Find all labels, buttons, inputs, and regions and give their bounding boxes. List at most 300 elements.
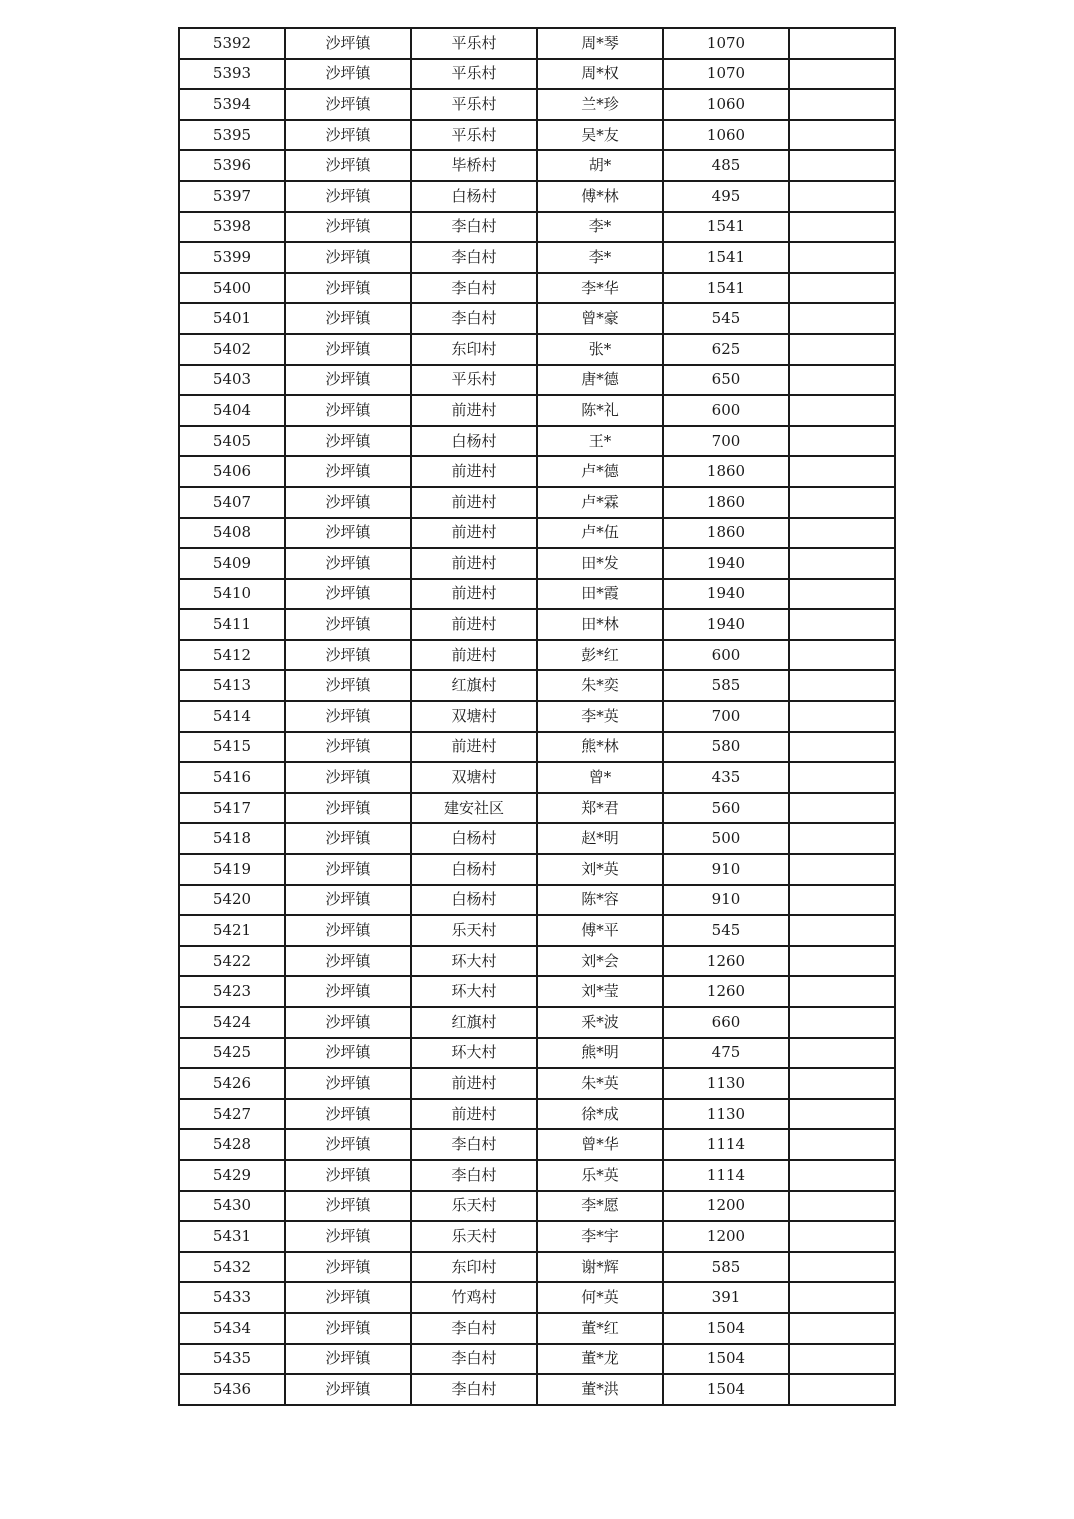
cell-name: 唐*德 (537, 365, 663, 396)
table-row (179, 242, 895, 273)
cell-amount: 580 (663, 732, 789, 763)
table-row (179, 456, 895, 487)
cell-town: 沙坪镇 (285, 426, 411, 457)
cell-town: 沙坪镇 (285, 1068, 411, 1099)
cell-name: 陈*容 (537, 885, 663, 916)
cell-serial-number: 5419 (179, 854, 285, 885)
cell-village: 李白村 (411, 273, 537, 304)
cell-town: 沙坪镇 (285, 885, 411, 916)
table-row (179, 640, 895, 671)
cell-name: 张* (537, 334, 663, 365)
cell-town: 沙坪镇 (285, 487, 411, 518)
table-row (179, 1313, 895, 1344)
cell-note (789, 915, 895, 946)
cell-name: 王* (537, 426, 663, 457)
cell-serial-number: 5400 (179, 273, 285, 304)
cell-name: 朱*奕 (537, 670, 663, 701)
cell-amount: 600 (663, 640, 789, 671)
cell-town: 沙坪镇 (285, 365, 411, 396)
cell-name: 兰*珍 (537, 89, 663, 120)
cell-town: 沙坪镇 (285, 395, 411, 426)
cell-amount: 1860 (663, 487, 789, 518)
cell-amount: 1200 (663, 1191, 789, 1222)
cell-town: 沙坪镇 (285, 670, 411, 701)
cell-town: 沙坪镇 (285, 915, 411, 946)
cell-village: 环大村 (411, 946, 537, 977)
table-row (179, 885, 895, 916)
cell-town: 沙坪镇 (285, 334, 411, 365)
cell-note (789, 976, 895, 1007)
cell-note (789, 456, 895, 487)
cell-amount: 1541 (663, 242, 789, 273)
cell-serial-number: 5423 (179, 976, 285, 1007)
table-row (179, 1160, 895, 1191)
cell-amount: 1060 (663, 120, 789, 151)
cell-town: 沙坪镇 (285, 823, 411, 854)
cell-name: 刘*会 (537, 946, 663, 977)
cell-name: 熊*明 (537, 1038, 663, 1069)
cell-serial-number: 5414 (179, 701, 285, 732)
table-row (179, 273, 895, 304)
cell-serial-number: 5422 (179, 946, 285, 977)
cell-name: 乐*英 (537, 1160, 663, 1191)
cell-village: 平乐村 (411, 28, 537, 59)
table-row (179, 732, 895, 763)
cell-town: 沙坪镇 (285, 1282, 411, 1313)
cell-amount: 1114 (663, 1129, 789, 1160)
cell-serial-number: 5406 (179, 456, 285, 487)
cell-serial-number: 5396 (179, 150, 285, 181)
cell-village: 前进村 (411, 1099, 537, 1130)
table-row (179, 89, 895, 120)
table-row (179, 395, 895, 426)
cell-name: 曾*华 (537, 1129, 663, 1160)
cell-serial-number: 5412 (179, 640, 285, 671)
cell-note (789, 1038, 895, 1069)
cell-village: 白杨村 (411, 181, 537, 212)
cell-serial-number: 5393 (179, 59, 285, 90)
cell-serial-number: 5411 (179, 609, 285, 640)
cell-serial-number: 5431 (179, 1221, 285, 1252)
cell-village: 平乐村 (411, 120, 537, 151)
cell-note (789, 212, 895, 243)
cell-village: 乐天村 (411, 1191, 537, 1222)
cell-amount: 545 (663, 303, 789, 334)
cell-town: 沙坪镇 (285, 854, 411, 885)
table-row (179, 548, 895, 579)
cell-amount: 1130 (663, 1068, 789, 1099)
cell-amount: 495 (663, 181, 789, 212)
cell-amount: 585 (663, 1252, 789, 1283)
cell-town: 沙坪镇 (285, 1221, 411, 1252)
cell-serial-number: 5436 (179, 1374, 285, 1405)
cell-note (789, 181, 895, 212)
cell-note (789, 365, 895, 396)
cell-name: 董*红 (537, 1313, 663, 1344)
cell-serial-number: 5420 (179, 885, 285, 916)
cell-village: 李白村 (411, 1374, 537, 1405)
cell-town: 沙坪镇 (285, 1374, 411, 1405)
cell-town: 沙坪镇 (285, 28, 411, 59)
cell-town: 沙坪镇 (285, 456, 411, 487)
table-row (179, 609, 895, 640)
table-row (179, 915, 895, 946)
cell-note (789, 1007, 895, 1038)
cell-village: 李白村 (411, 1160, 537, 1191)
cell-serial-number: 5413 (179, 670, 285, 701)
cell-village: 李白村 (411, 1344, 537, 1375)
cell-village: 平乐村 (411, 365, 537, 396)
cell-village: 李白村 (411, 212, 537, 243)
cell-name: 董*洪 (537, 1374, 663, 1405)
cell-serial-number: 5435 (179, 1344, 285, 1375)
cell-town: 沙坪镇 (285, 1038, 411, 1069)
cell-note (789, 120, 895, 151)
cell-serial-number: 5427 (179, 1099, 285, 1130)
cell-serial-number: 5407 (179, 487, 285, 518)
table-row (179, 426, 895, 457)
cell-village: 前进村 (411, 548, 537, 579)
cell-serial-number: 5418 (179, 823, 285, 854)
cell-village: 前进村 (411, 395, 537, 426)
cell-note (789, 823, 895, 854)
cell-serial-number: 5408 (179, 518, 285, 549)
cell-amount: 545 (663, 915, 789, 946)
table-body (179, 28, 895, 1405)
cell-name: 赵*明 (537, 823, 663, 854)
cell-serial-number: 5429 (179, 1160, 285, 1191)
cell-serial-number: 5416 (179, 762, 285, 793)
cell-name: 李*愿 (537, 1191, 663, 1222)
cell-village: 双塘村 (411, 701, 537, 732)
table-row (179, 1344, 895, 1375)
cell-note (789, 273, 895, 304)
cell-town: 沙坪镇 (285, 548, 411, 579)
table-row (179, 487, 895, 518)
cell-amount: 1260 (663, 946, 789, 977)
cell-name: 朱*英 (537, 1068, 663, 1099)
cell-note (789, 1099, 895, 1130)
cell-town: 沙坪镇 (285, 701, 411, 732)
cell-village: 红旗村 (411, 1007, 537, 1038)
cell-town: 沙坪镇 (285, 1252, 411, 1283)
cell-name: 李*宇 (537, 1221, 663, 1252)
cell-serial-number: 5434 (179, 1313, 285, 1344)
cell-amount: 660 (663, 1007, 789, 1038)
cell-name: 周*琴 (537, 28, 663, 59)
cell-note (789, 487, 895, 518)
cell-name: 田*霞 (537, 579, 663, 610)
cell-amount: 1060 (663, 89, 789, 120)
cell-town: 沙坪镇 (285, 303, 411, 334)
cell-amount: 600 (663, 395, 789, 426)
cell-village: 平乐村 (411, 59, 537, 90)
cell-note (789, 793, 895, 824)
cell-town: 沙坪镇 (285, 1160, 411, 1191)
cell-village: 白杨村 (411, 823, 537, 854)
cell-serial-number: 5392 (179, 28, 285, 59)
table-row (179, 518, 895, 549)
cell-name: 田*林 (537, 609, 663, 640)
cell-name: 傅*林 (537, 181, 663, 212)
cell-name: 徐*成 (537, 1099, 663, 1130)
cell-village: 前进村 (411, 456, 537, 487)
cell-note (789, 242, 895, 273)
cell-note (789, 548, 895, 579)
cell-name: 彭*红 (537, 640, 663, 671)
cell-serial-number: 5432 (179, 1252, 285, 1283)
cell-serial-number: 5395 (179, 120, 285, 151)
table-row (179, 1007, 895, 1038)
cell-name: 吴*友 (537, 120, 663, 151)
cell-note (789, 334, 895, 365)
cell-village: 双塘村 (411, 762, 537, 793)
cell-town: 沙坪镇 (285, 609, 411, 640)
cell-amount: 1114 (663, 1160, 789, 1191)
cell-serial-number: 5397 (179, 181, 285, 212)
cell-village: 前进村 (411, 579, 537, 610)
cell-name: 李* (537, 212, 663, 243)
cell-serial-number: 5394 (179, 89, 285, 120)
cell-amount: 435 (663, 762, 789, 793)
cell-serial-number: 5410 (179, 579, 285, 610)
cell-note (789, 1160, 895, 1191)
cell-amount: 391 (663, 1282, 789, 1313)
cell-village: 东印村 (411, 1252, 537, 1283)
cell-amount: 1070 (663, 59, 789, 90)
cell-serial-number: 5402 (179, 334, 285, 365)
cell-name: 谢*辉 (537, 1252, 663, 1283)
cell-amount: 910 (663, 885, 789, 916)
cell-amount: 1940 (663, 609, 789, 640)
cell-name: 熊*林 (537, 732, 663, 763)
cell-note (789, 1252, 895, 1283)
cell-name: 陈*礼 (537, 395, 663, 426)
cell-village: 白杨村 (411, 426, 537, 457)
table-row (179, 212, 895, 243)
cell-amount: 1200 (663, 1221, 789, 1252)
cell-serial-number: 5433 (179, 1282, 285, 1313)
table-row (179, 762, 895, 793)
cell-town: 沙坪镇 (285, 976, 411, 1007)
cell-village: 东印村 (411, 334, 537, 365)
cell-note (789, 1068, 895, 1099)
cell-town: 沙坪镇 (285, 793, 411, 824)
table-row (179, 334, 895, 365)
table-row (179, 1374, 895, 1405)
cell-town: 沙坪镇 (285, 518, 411, 549)
table-row (179, 1068, 895, 1099)
cell-town: 沙坪镇 (285, 89, 411, 120)
table-row (179, 365, 895, 396)
cell-village: 白杨村 (411, 885, 537, 916)
cell-amount: 1070 (663, 28, 789, 59)
cell-town: 沙坪镇 (285, 762, 411, 793)
table-row (179, 793, 895, 824)
table-row (179, 181, 895, 212)
cell-town: 沙坪镇 (285, 150, 411, 181)
cell-village: 李白村 (411, 1129, 537, 1160)
cell-town: 沙坪镇 (285, 212, 411, 243)
cell-town: 沙坪镇 (285, 1344, 411, 1375)
cell-amount: 625 (663, 334, 789, 365)
cell-serial-number: 5415 (179, 732, 285, 763)
cell-village: 环大村 (411, 1038, 537, 1069)
table-row (179, 1221, 895, 1252)
cell-amount: 585 (663, 670, 789, 701)
cell-serial-number: 5426 (179, 1068, 285, 1099)
cell-amount: 475 (663, 1038, 789, 1069)
cell-town: 沙坪镇 (285, 1191, 411, 1222)
cell-village: 前进村 (411, 640, 537, 671)
cell-note (789, 395, 895, 426)
table-row (179, 150, 895, 181)
cell-note (789, 518, 895, 549)
cell-amount: 1130 (663, 1099, 789, 1130)
cell-serial-number: 5401 (179, 303, 285, 334)
table-row (179, 1191, 895, 1222)
cell-name: 周*权 (537, 59, 663, 90)
table-row (179, 1129, 895, 1160)
cell-serial-number: 5403 (179, 365, 285, 396)
cell-town: 沙坪镇 (285, 1007, 411, 1038)
cell-name: 田*发 (537, 548, 663, 579)
cell-amount: 560 (663, 793, 789, 824)
cell-amount: 650 (663, 365, 789, 396)
table-row (179, 303, 895, 334)
cell-amount: 500 (663, 823, 789, 854)
table-row (179, 59, 895, 90)
cell-amount: 1541 (663, 273, 789, 304)
cell-name: 刘*莹 (537, 976, 663, 1007)
cell-note (789, 1191, 895, 1222)
cell-name: 李*英 (537, 701, 663, 732)
cell-note (789, 946, 895, 977)
cell-amount: 1541 (663, 212, 789, 243)
cell-amount: 700 (663, 426, 789, 457)
table-row (179, 854, 895, 885)
cell-serial-number: 5425 (179, 1038, 285, 1069)
cell-amount: 485 (663, 150, 789, 181)
table-row (179, 1099, 895, 1130)
cell-town: 沙坪镇 (285, 1313, 411, 1344)
cell-serial-number: 5421 (179, 915, 285, 946)
cell-name: 卢*伍 (537, 518, 663, 549)
cell-serial-number: 5417 (179, 793, 285, 824)
cell-name: 釆*波 (537, 1007, 663, 1038)
cell-name: 董*龙 (537, 1344, 663, 1375)
cell-town: 沙坪镇 (285, 59, 411, 90)
cell-serial-number: 5409 (179, 548, 285, 579)
table-row (179, 670, 895, 701)
cell-serial-number: 5430 (179, 1191, 285, 1222)
cell-village: 前进村 (411, 487, 537, 518)
cell-village: 乐天村 (411, 915, 537, 946)
cell-town: 沙坪镇 (285, 242, 411, 273)
cell-name: 刘*英 (537, 854, 663, 885)
cell-note (789, 579, 895, 610)
cell-note (789, 59, 895, 90)
table-row (179, 1252, 895, 1283)
cell-name: 卢*霖 (537, 487, 663, 518)
cell-town: 沙坪镇 (285, 120, 411, 151)
cell-village: 李白村 (411, 303, 537, 334)
table-row (179, 946, 895, 977)
cell-amount: 1260 (663, 976, 789, 1007)
cell-town: 沙坪镇 (285, 1129, 411, 1160)
table-row (179, 1038, 895, 1069)
cell-serial-number: 5399 (179, 242, 285, 273)
table-row (179, 823, 895, 854)
cell-note (789, 701, 895, 732)
cell-village: 前进村 (411, 1068, 537, 1099)
cell-amount: 1504 (663, 1374, 789, 1405)
cell-village: 前进村 (411, 732, 537, 763)
cell-name: 曾* (537, 762, 663, 793)
cell-village: 环大村 (411, 976, 537, 1007)
cell-serial-number: 5398 (179, 212, 285, 243)
cell-note (789, 670, 895, 701)
cell-town: 沙坪镇 (285, 181, 411, 212)
cell-village: 平乐村 (411, 89, 537, 120)
cell-note (789, 1313, 895, 1344)
cell-town: 沙坪镇 (285, 640, 411, 671)
cell-amount: 1504 (663, 1344, 789, 1375)
cell-village: 毕桥村 (411, 150, 537, 181)
data-table (178, 27, 896, 1406)
cell-note (789, 150, 895, 181)
cell-name: 李* (537, 242, 663, 273)
table-row (179, 1282, 895, 1313)
cell-note (789, 854, 895, 885)
cell-amount: 1860 (663, 456, 789, 487)
cell-town: 沙坪镇 (285, 946, 411, 977)
cell-name: 曾*豪 (537, 303, 663, 334)
cell-name: 傅*平 (537, 915, 663, 946)
cell-town: 沙坪镇 (285, 273, 411, 304)
cell-note (789, 1221, 895, 1252)
cell-village: 白杨村 (411, 854, 537, 885)
cell-amount: 1940 (663, 548, 789, 579)
cell-note (789, 885, 895, 916)
cell-village: 红旗村 (411, 670, 537, 701)
cell-serial-number: 5428 (179, 1129, 285, 1160)
cell-name: 胡* (537, 150, 663, 181)
cell-village: 竹鸡村 (411, 1282, 537, 1313)
cell-name: 卢*德 (537, 456, 663, 487)
table-row (179, 120, 895, 151)
cell-note (789, 303, 895, 334)
cell-amount: 1940 (663, 579, 789, 610)
cell-town: 沙坪镇 (285, 732, 411, 763)
cell-amount: 1860 (663, 518, 789, 549)
cell-village: 李白村 (411, 242, 537, 273)
cell-town: 沙坪镇 (285, 579, 411, 610)
cell-note (789, 732, 895, 763)
cell-name: 郑*君 (537, 793, 663, 824)
table-row (179, 701, 895, 732)
cell-note (789, 1344, 895, 1375)
cell-note (789, 89, 895, 120)
cell-town: 沙坪镇 (285, 1099, 411, 1130)
cell-note (789, 609, 895, 640)
table-row (179, 976, 895, 1007)
table-row (179, 28, 895, 59)
cell-note (789, 1374, 895, 1405)
cell-amount: 700 (663, 701, 789, 732)
cell-serial-number: 5405 (179, 426, 285, 457)
cell-serial-number: 5404 (179, 395, 285, 426)
